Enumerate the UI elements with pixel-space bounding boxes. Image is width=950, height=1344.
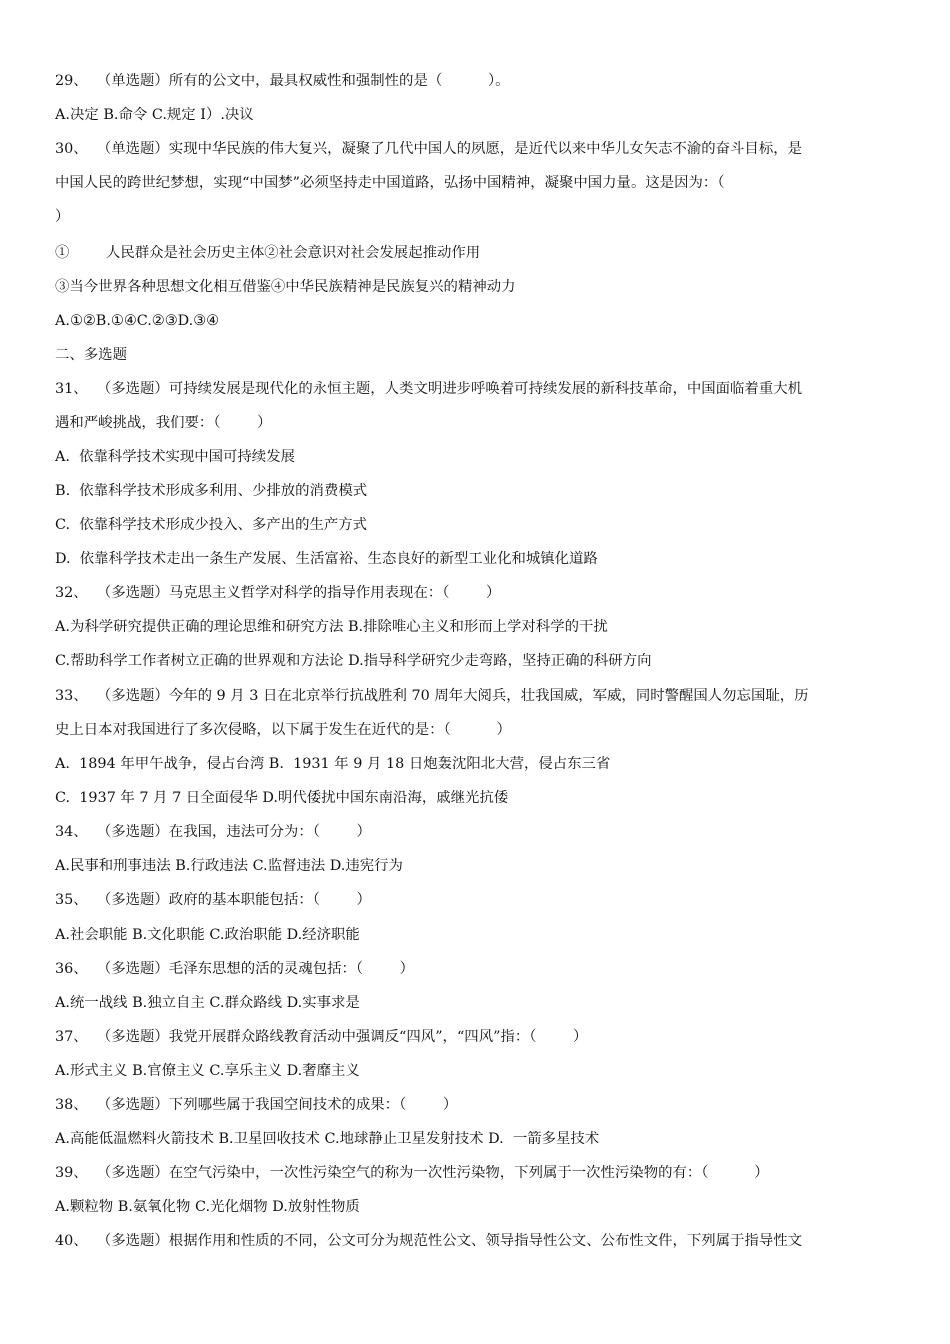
text-line: 32、 （多选题）马克思主义哲学对科学的指导作用表现在：（ ）: [55, 585, 501, 601]
text-line: A.颗粒物 B.氨氧化物 C.光化烟物 D.放射性物质: [55, 1199, 360, 1215]
text-line: 34、 （多选题）在我国，违法可分为：（ ）: [55, 824, 371, 840]
text-line: B. 依靠科学技术形成多利用、少排放的消费模式: [55, 483, 368, 499]
text-line: 中国人民的跨世纪梦想，实现“中国梦”必须坚持走中国道路，弘扬中国精神，凝聚中国力量。这是因为：（: [55, 175, 725, 191]
text-line: ③当今世界各种思想文化相互借鉴④中华民族精神是民族复兴的精神动力: [55, 279, 516, 295]
text-line: C. 1937 年 7 月 7 日全面侵华 D.明代倭扰中国东南沿海，戚继光抗倭: [55, 790, 509, 806]
text-line: 39、 （多选题）在空气污染中，一次性污染空气的称为一次性污染物，下列属于一次性污染物的有：（ ）: [55, 1165, 769, 1181]
text-line: A.统一战线 B.独立自主 C.群众路线 D.实事求是: [55, 995, 360, 1011]
text-line: A.①②B.①④C.②③D.③④: [55, 313, 219, 329]
text-line: A.民事和刑事违法 B.行政违法 C.监督违法 D.违宪行为: [55, 858, 403, 874]
text-line: A. 依靠科学技术实现中国可持续发展: [55, 449, 295, 465]
text-line: 40、 （多选题）根据作用和性质的不同，公文可分为规范性公文、领导指导性公文、公布性文件，下列属于指导性文: [55, 1233, 802, 1249]
text-line: ① 人民群众是社会历史主体②社会意识对社会发展起推动作用: [55, 245, 481, 261]
text-line: A.高能低温燃料火箭技术 B.卫星回收技术 C.地球静止卫星发射技术 D. 一箭多星技术: [55, 1131, 600, 1147]
text-line: A.形式主义 B.官僚主义 C.享乐主义 D.奢靡主义: [55, 1063, 360, 1079]
text-line: 30、 （单选题）实现中华民族的伟大复兴，凝聚了几代中国人的夙愿，是近代以来中华儿女矢志不渝的奋斗目标，是: [55, 141, 802, 157]
text-line: C.帮助科学工作者树立正确的世界观和方法论 D.指导科学研究少走弯路，坚持正确的科研方向: [55, 653, 652, 669]
text-line: 史上日本对我国进行了多次侵略，以下属于发生在近代的是：（ ）: [55, 722, 511, 738]
text-line: 31、 （多选题）可持续发展是现代化的永恒主题，人类文明进步呼唤着可持续发展的新科技革命，中国面临着重大机: [55, 381, 802, 397]
text-line: 35、 （多选题）政府的基本职能包括：（ ）: [55, 892, 371, 908]
text-line: A. 1894 年甲午战争，侵占台湾 B. 1931 年 9 月 18 日炮轰沈阳北大营，侵占东三省: [55, 756, 611, 772]
text-line: 36、 （多选题）毛泽东思想的活的灵魂包括：（ ）: [55, 961, 415, 977]
text-line: A.社会职能 B.文化职能 C.政治职能 D.经济职能: [55, 927, 360, 943]
text-line: 33、 （多选题）今年的 9 月 3 日在北京举行抗战胜利 70 周年大阅兵，壮我国威，军威，同时警醒国人勿忘国耻，历: [55, 688, 809, 704]
text-line: ）: [55, 209, 70, 225]
text-line: D. 依靠科学技术走出一条生产发展、生活富裕、生态良好的新型工业化和城镇化道路: [55, 551, 598, 567]
text-line: 遇和严峻挑战，我们要：（ ）: [55, 415, 272, 431]
text-line: A.为科学研究提供正确的理论思维和研究方法 B.排除唯心主义和形而上学对科学的干扰: [55, 619, 608, 635]
text-line: 38、 （多选题）下列哪些属于我国空间技术的成果：（ ）: [55, 1097, 458, 1113]
text-line: 29、 （单选题）所有的公文中，最具权威性和强制性的是（ ）。: [55, 73, 510, 89]
text-line: 37、 （多选题）我党开展群众路线教育活动中强调反“四风”，“四风”指：（ ）: [55, 1029, 588, 1045]
text-line: A.决定 B.命令 C.规定 I）.决议: [55, 107, 254, 123]
section-heading: 二、多选题: [55, 347, 127, 363]
text-line: C. 依靠科学技术形成少投入、多产出的生产方式: [55, 517, 368, 533]
